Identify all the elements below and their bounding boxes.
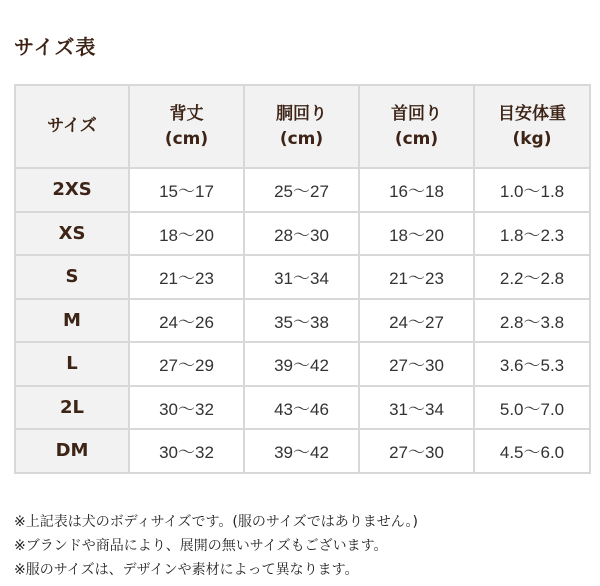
neck-cell: 24〜27 xyxy=(359,299,474,343)
chest-cell: 25〜27 xyxy=(244,168,359,212)
weight-cell: 2.2〜2.8 xyxy=(474,255,590,299)
back-length-cell: 27〜29 xyxy=(129,342,244,386)
table-row xyxy=(15,255,590,299)
size-label: DM xyxy=(15,429,129,473)
header-back-length-label: 背丈 xyxy=(169,103,204,124)
weight-cell: 5.0〜7.0 xyxy=(474,386,590,430)
back-length-cell: 24〜26 xyxy=(129,299,244,343)
header-weight-unit: (kg) xyxy=(512,128,552,149)
header-weight-label: 目安体重 xyxy=(498,103,566,124)
header-weight xyxy=(474,85,590,168)
size-label: 2L xyxy=(15,386,129,430)
header-neck xyxy=(359,85,474,168)
weight-cell: 4.5〜6.0 xyxy=(474,429,590,473)
neck-cell: 21〜23 xyxy=(359,255,474,299)
table-row xyxy=(15,342,590,386)
table-row xyxy=(15,386,590,430)
neck-cell: 31〜34 xyxy=(359,386,474,430)
size-label: L xyxy=(15,342,129,386)
neck-cell: 18〜20 xyxy=(359,212,474,256)
weight-cell: 1.0〜1.8 xyxy=(474,168,590,212)
table-header-row xyxy=(15,85,590,168)
neck-cell: 27〜30 xyxy=(359,429,474,473)
header-neck-label: 首回り xyxy=(391,103,442,124)
size-label: M xyxy=(15,299,129,343)
header-size-label: サイズ xyxy=(47,116,97,136)
back-length-cell: 15〜17 xyxy=(129,168,244,212)
chest-cell: 39〜42 xyxy=(244,342,359,386)
size-label: S xyxy=(15,255,129,299)
header-chest xyxy=(244,85,359,168)
back-length-cell: 18〜20 xyxy=(129,212,244,256)
table-row xyxy=(15,212,590,256)
notes xyxy=(14,510,418,582)
chest-cell: 28〜30 xyxy=(244,212,359,256)
back-length-cell: 21〜23 xyxy=(129,255,244,299)
page-title: サイズ表 xyxy=(14,35,97,59)
weight-cell: 2.8〜3.8 xyxy=(474,299,590,343)
note-garment-size: ※服のサイズは、デザインや素材によって異なります。 xyxy=(14,562,359,578)
neck-cell: 27〜30 xyxy=(359,342,474,386)
chest-cell: 39〜42 xyxy=(244,429,359,473)
header-size xyxy=(15,85,129,168)
chest-cell: 43〜46 xyxy=(244,386,359,430)
header-back-length-unit: (cm) xyxy=(164,128,209,149)
back-length-cell: 30〜32 xyxy=(129,429,244,473)
table-row xyxy=(15,299,590,343)
header-chest-unit: (cm) xyxy=(279,128,324,149)
note-availability: ※ブランドや商品により、展開の無いサイズもございます。 xyxy=(14,538,388,554)
chest-cell: 35〜38 xyxy=(244,299,359,343)
neck-cell: 16〜18 xyxy=(359,168,474,212)
weight-cell: 3.6〜5.3 xyxy=(474,342,590,386)
table-row xyxy=(15,168,590,212)
table-row xyxy=(15,429,590,473)
header-chest-label: 胴回り xyxy=(276,103,327,124)
header-back-length xyxy=(129,85,244,168)
size-label: 2XS xyxy=(15,168,129,212)
size-label: XS xyxy=(15,212,129,256)
weight-cell: 1.8〜2.3 xyxy=(474,212,590,256)
header-neck-unit: (cm) xyxy=(394,128,439,149)
back-length-cell: 30〜32 xyxy=(129,386,244,430)
note-body-size: ※上記表は犬のボディサイズです。(服のサイズではありません。) xyxy=(14,514,419,530)
chest-cell: 31〜34 xyxy=(244,255,359,299)
size-table xyxy=(14,84,591,474)
